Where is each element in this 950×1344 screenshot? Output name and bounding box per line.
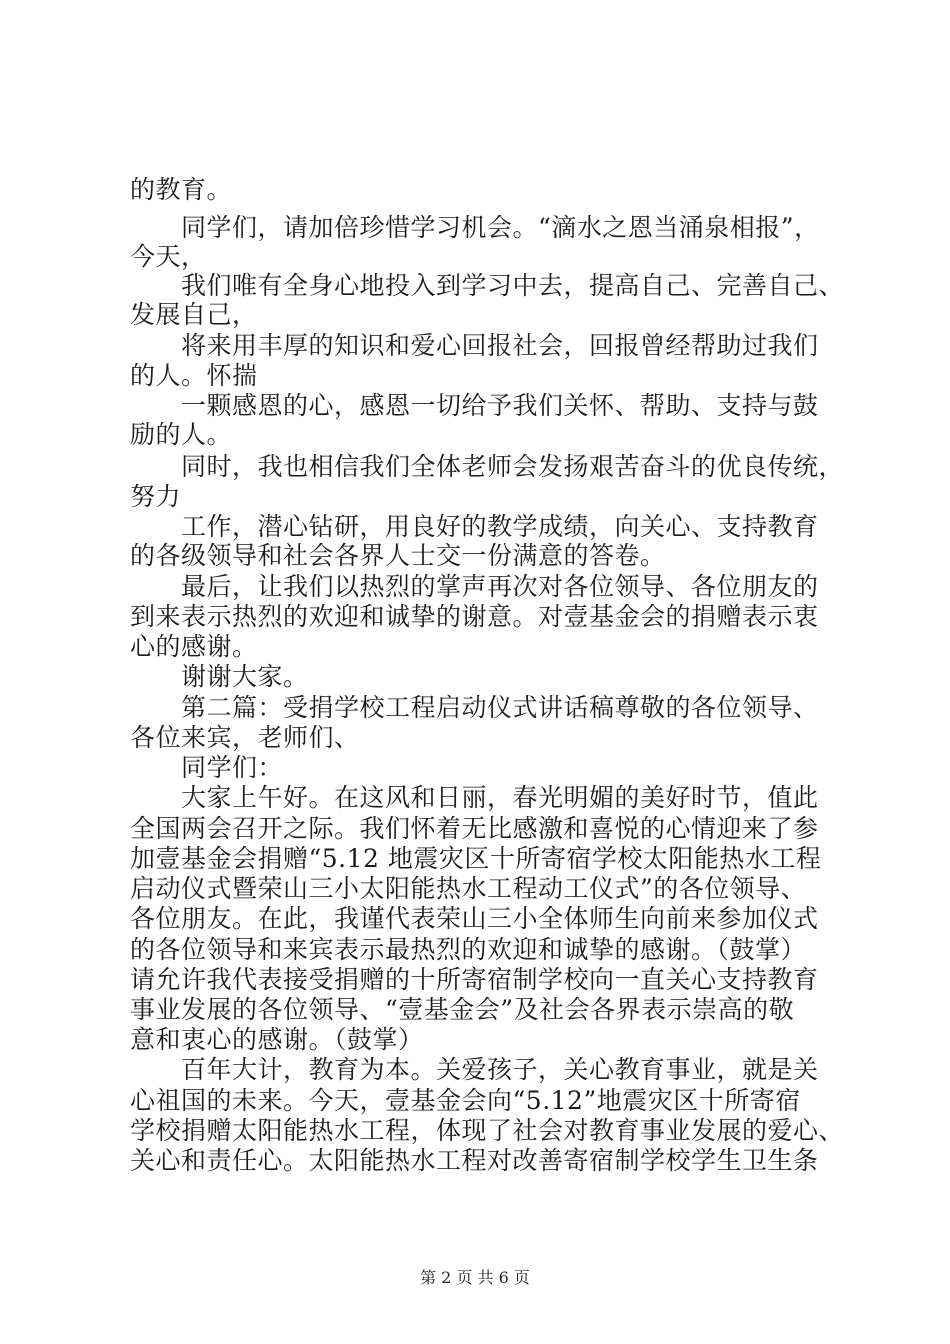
body-text-line: 各位朋友。在此，我谨代表荣山三小全体师生向前来参加仪式: [130, 904, 819, 933]
body-text-line: 大家上午好。在这风和日丽，春光明媚的美好时节，值此: [130, 783, 819, 812]
body-text-line: 百年大计，教育为本。关爱孩子，关心教育事业，就是关: [130, 1055, 819, 1084]
body-text-line: 的人。怀揣: [130, 361, 258, 390]
body-text-line: 发展自己，: [130, 300, 258, 329]
body-text-line: 加壹基金会捐赠“5.12 地震灾区十所寄宿学校太阳能热水工程: [130, 844, 822, 873]
body-text-line: 最后，让我们以热烈的掌声再次对各位领导、各位朋友的: [130, 572, 819, 601]
body-text-line: 到来表示热烈的欢迎和诚挚的谢意。对壹基金会的捐赠表示衷: [130, 602, 819, 631]
body-text-line: 第二篇：受捐学校工程启动仪式讲话稿尊敬的各位领导、: [130, 693, 819, 722]
body-text-line: 心祖国的未来。今天，壹基金会向“5.12”地震灾区十所寄宿: [130, 1086, 801, 1115]
body-text-line: 的教育。: [130, 175, 233, 204]
body-text-line: 同学们，请加倍珍惜学习机会。“滴水之恩当涌泉相报”，: [130, 213, 820, 242]
page-footer: 第 2 页 共 6 页: [420, 1268, 530, 1287]
body-text-line: 各位来宾，老师们、: [130, 723, 360, 752]
body-text-line: 全国两会召开之际。我们怀着无比感激和喜悦的心情迎来了参: [130, 814, 819, 843]
body-text-line: 的各级领导和社会各界人士交一份满意的答卷。: [130, 541, 666, 570]
body-text-line: 工作，潜心钻研，用良好的教学成绩，向关心、支持教育: [130, 512, 819, 541]
body-text-line: 事业发展的各位领导、“壹基金会”及社会各界表示崇高的敬: [130, 995, 795, 1024]
body-text-line: 启动仪式暨荣山三小太阳能热水工程动工仪式”的各位领导、: [130, 874, 807, 903]
body-text-line: 努力: [130, 482, 182, 511]
body-text-line: 励的人。: [130, 420, 233, 449]
body-text-line: 今天，: [130, 242, 207, 271]
body-text-line: 谢谢大家。: [130, 662, 309, 691]
body-text-line: 我们唯有全身心地投入到学习中去，提高自己、完善自己、: [130, 271, 845, 300]
body-text-line: 关心和责任心。太阳能热水工程对改善寄宿制学校学生卫生条: [130, 1146, 819, 1175]
body-text-line: 一颗感恩的心，感恩一切给予我们关怀、帮助、支持与鼓: [130, 391, 819, 420]
body-text-line: 同时，我也相信我们全体老师会发扬艰苦奋斗的优良传统，: [130, 452, 845, 481]
body-text-line: 的各位领导和来宾表示最热烈的欢迎和诚挚的感谢。（鼓掌）: [130, 935, 807, 964]
body-text-line: 意和衷心的感谢。（鼓掌）: [130, 1025, 424, 1054]
body-text-line: 学校捐赠太阳能热水工程，体现了社会对教育事业发展的爱心、: [130, 1116, 845, 1145]
body-text-line: 请允许我代表接受捐赠的十所寄宿制学校向一直关心支持教育: [130, 965, 819, 994]
body-text-line: 心的感谢。: [130, 632, 258, 661]
body-text-line: 同学们：: [130, 753, 284, 782]
body-text-line: 将来用丰厚的知识和爱心回报社会，回报曾经帮助过我们: [130, 331, 819, 360]
